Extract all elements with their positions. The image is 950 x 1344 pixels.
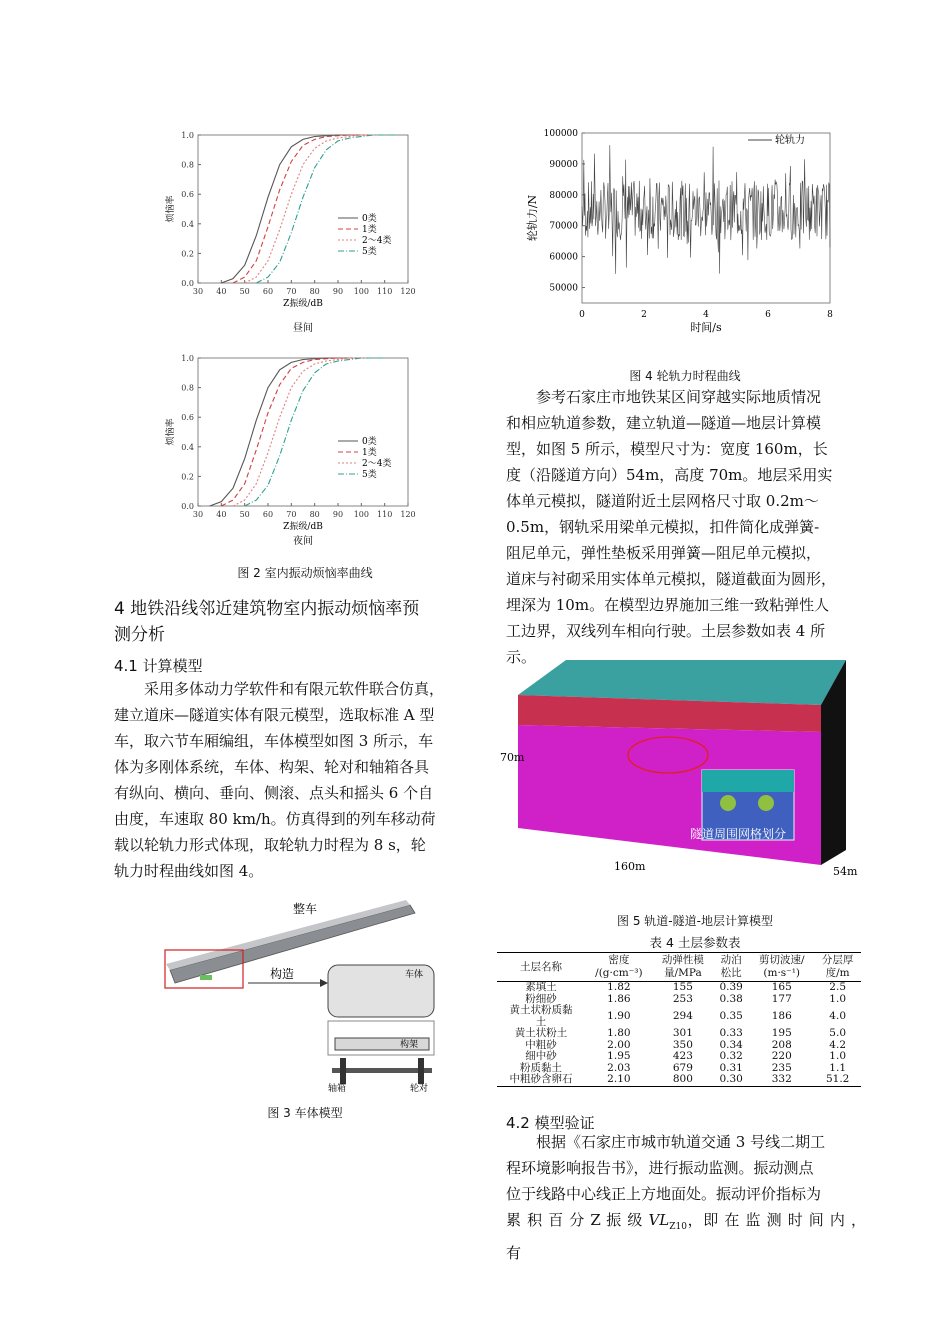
figure-2-caption: 图 2 室内振动烦恼率曲线 <box>237 566 373 580</box>
table-cell: 黄土状粉土 <box>514 1027 568 1039</box>
vl-subscript: Z10 <box>669 1222 687 1232</box>
x-tick-label: 70 <box>286 287 297 296</box>
last-line <box>506 1207 866 1266</box>
x-tick-label: 50 <box>239 510 250 519</box>
soil-table <box>497 952 861 1087</box>
inset-soil-layer <box>702 770 794 792</box>
wheelset-axle <box>332 1068 432 1073</box>
right-para-line: 型，如图 5 所示，模型尺寸为：宽度 160m，长 <box>506 440 828 458</box>
right-para-line: 阻尼单元，弹性垫板采用弹簧—阻尼单元模拟， <box>506 544 822 562</box>
arrow-head <box>320 979 328 987</box>
table-row <box>497 982 861 994</box>
y-tick-label: 1.0 <box>181 354 194 363</box>
right-para-line: 体单元模拟，隧道附近土层网格尺寸取 0.2m～ <box>506 492 819 510</box>
annoyance-chart-night <box>160 348 420 548</box>
table-row <box>497 1051 861 1063</box>
y-tick-label: 80000 <box>549 190 578 201</box>
y-axis-label: 烦恼率 <box>166 195 176 223</box>
legend-label: 2～4类 <box>362 459 392 469</box>
table-row <box>497 1005 861 1028</box>
table-4-title: 表 4 土层参数表 <box>649 935 741 950</box>
table-cell: 350 <box>672 1038 693 1051</box>
bottom-para-line: 位于线路中心线正上方地面处。振动评价指标为 <box>506 1185 822 1203</box>
table-cell: 中粗砂 <box>525 1038 557 1051</box>
legend-label: 轮轨力 <box>775 135 805 146</box>
left-paragraph <box>114 676 476 884</box>
table-cell: 1.0 <box>829 992 846 1005</box>
table-cell: 0.33 <box>719 1027 743 1039</box>
table-cell: 1.1 <box>829 1061 846 1074</box>
x-tick-label: 120 <box>400 510 416 519</box>
table-cell: 177 <box>771 992 792 1005</box>
y-tick-label: 0.0 <box>181 279 194 288</box>
table-cell: 细中砂 <box>525 1050 557 1062</box>
right-para-line: 埋深为 10m。在模型边界施加三维一致粘弹性人 <box>506 596 830 614</box>
y-tick-label: 60000 <box>549 252 578 263</box>
left-para-line: 由度，车速取 80 km/h。仿真得到的列车移动荷 <box>114 810 436 828</box>
right-para-line: 参考石家庄市地铁某区间穿越实际地质情况 <box>506 388 822 406</box>
y-tick-label: 0.0 <box>181 502 194 511</box>
left-para-line: 车，取六节车厢编组，车体模型如图 3 所示，车 <box>114 732 434 750</box>
car-body-figure <box>160 895 450 1100</box>
dim-height: 70m <box>500 751 525 764</box>
dim-width: 160m <box>614 860 646 873</box>
wheel-right <box>418 1058 424 1084</box>
x-tick-label: 4 <box>703 310 709 320</box>
y-tick-label: 70000 <box>549 221 578 232</box>
inset-label: 隧道周围网格划分 <box>690 827 787 841</box>
x-tick-label: 6 <box>765 310 771 320</box>
x-tick-label: 0 <box>579 310 585 320</box>
x-tick-label: 100 <box>353 510 369 519</box>
x-tick-label: 30 <box>192 510 204 519</box>
y-tick-label: 1.0 <box>181 131 194 140</box>
series-line <box>245 135 385 283</box>
left-para-line: 体为多刚体系统，车体、构架、轮对和轴箱各具 <box>114 758 430 776</box>
label-body: 车体 <box>405 970 424 980</box>
series-line <box>256 135 396 283</box>
table-cell: 中粗砂含卵石 <box>497 1074 585 1086</box>
x-tick-label: 120 <box>400 287 416 296</box>
y-tick-label: 0.4 <box>181 219 194 229</box>
table-cell: 679 <box>672 1061 693 1074</box>
table-4 <box>497 952 861 1087</box>
left-para-line: 载以轮轨力形式体现，取轮轨力时程为 8 s，轮 <box>114 836 426 854</box>
bogie-detail <box>200 975 212 980</box>
table-header-cell: 分层厚 度/m <box>814 953 861 982</box>
y-tick-label: 0.6 <box>181 413 194 423</box>
legend-label: 2～4类 <box>362 236 392 246</box>
table-cell: 0.34 <box>719 1038 743 1051</box>
left-para-line: 建立道床—隧道实体有限元模型，选取标准 A 型 <box>114 706 435 724</box>
table-header-cell: 密度 /(g·cm⁻³) <box>585 953 653 982</box>
right-para-line: 和相应轨道参数，建立轨道—隧道—地层计算模 <box>506 414 822 432</box>
table-cell: 2.10 <box>585 1074 653 1086</box>
x-tick-label: 30 <box>192 287 204 296</box>
vl-symbol: VL <box>648 1211 670 1229</box>
table-cell: 800 <box>653 1074 713 1086</box>
annoyance-chart-day <box>160 125 420 335</box>
table-cell: 2.03 <box>607 1061 631 1074</box>
y-tick-label: 100000 <box>543 129 578 139</box>
table-cell: 1.86 <box>607 992 631 1005</box>
table-cell: 素填土 <box>525 981 557 993</box>
table-cell: 5.0 <box>829 1027 846 1039</box>
table-cell: 0.35 <box>719 1009 743 1022</box>
x-tick-label: 110 <box>377 287 393 296</box>
inset-tunnel-right <box>758 795 774 811</box>
y-axis-label: 烦恼率 <box>166 418 176 446</box>
label-build: 构造 <box>270 967 295 981</box>
y-tick-label: 0.8 <box>181 383 194 393</box>
right-para-line: 工边界，双线列车相向行驶。土层参数如表 4 所 <box>506 622 826 640</box>
x-axis-label: Z振级/dB <box>283 299 323 309</box>
x-tick-label: 90 <box>332 287 344 296</box>
label-axlebox: 轴箱 <box>328 1084 347 1094</box>
table-header-cell: 土层名称 <box>497 953 585 982</box>
table-cell: 155 <box>672 981 693 993</box>
x-axis-label: 时间/s <box>690 321 722 334</box>
table-cell: 208 <box>771 1038 792 1051</box>
x-tick-label: 40 <box>216 287 227 296</box>
series-line <box>221 358 361 506</box>
legend-label: 0类 <box>362 437 377 447</box>
table-cell: 0.30 <box>713 1074 749 1086</box>
table-cell: 2.5 <box>829 981 846 993</box>
y-tick-label: 0.6 <box>181 190 194 200</box>
x-tick-label: 8 <box>827 310 833 320</box>
table-cell: 332 <box>749 1074 814 1086</box>
last-line-pre: 累 积 百 分 Z 振 级 <box>506 1211 649 1229</box>
wheel-rail-force-chart <box>520 125 850 340</box>
legend-label: 1类 <box>362 225 377 235</box>
left-para-line: 有纵向、横向、垂向、侧滚、点头和摇头 6 个自 <box>114 784 434 802</box>
legend-label: 5类 <box>362 470 377 480</box>
fe-model-figure <box>496 660 860 892</box>
table-cell: 301 <box>672 1027 693 1039</box>
label-car: 整车 <box>293 902 318 916</box>
table-header-cell: 动弹性模 量/MPa <box>653 953 713 982</box>
bottom-para-line: 根据《石家庄市城市轨道交通 3 号线二期工 <box>506 1133 826 1151</box>
x-tick-label: 110 <box>377 510 393 519</box>
y-axis-label: 轮轨力/N <box>526 194 539 242</box>
table-cell: 2.00 <box>607 1038 631 1051</box>
x-tick-label: 80 <box>309 287 320 296</box>
table-row <box>497 1074 861 1086</box>
table-header-row <box>497 953 861 982</box>
table-row <box>497 1028 861 1040</box>
y-tick-label: 0.4 <box>181 442 194 452</box>
y-tick-label: 50000 <box>549 283 578 294</box>
label-wheelset: 轮对 <box>410 1084 429 1094</box>
table-cell: 186 <box>771 1009 792 1022</box>
bottom-para-line: 程环境影响报告书》，进行振动监测。振动测点 <box>506 1159 814 1177</box>
section-4-title <box>114 596 484 648</box>
wheel-left <box>340 1058 346 1084</box>
y-tick-label: 0.8 <box>181 160 194 170</box>
table-cell: 423 <box>672 1050 693 1062</box>
x-axis-label: Z振级/dB <box>283 522 323 532</box>
subsection-4-1-title: 4.1 计算模型 <box>114 657 203 675</box>
figure-4-caption: 图 4 轮轨力时程曲线 <box>629 369 741 383</box>
right-paragraph <box>506 384 866 670</box>
bottom-paragraph <box>506 1129 866 1207</box>
table-cell: 165 <box>771 981 792 993</box>
dim-length: 54m <box>833 865 858 878</box>
series-line <box>221 135 361 283</box>
section-4-title-line2: 测分析 <box>114 625 165 645</box>
x-tick-label: 100 <box>353 287 369 296</box>
x-tick-label: 60 <box>262 510 274 519</box>
table-cell: 1.95 <box>607 1050 631 1062</box>
table-cell: 235 <box>771 1061 792 1074</box>
table-header-cell: 动泊 松比 <box>713 953 749 982</box>
legend-label: 1类 <box>362 448 377 458</box>
x-tick-label: 70 <box>286 510 297 519</box>
y-tick-label: 90000 <box>549 159 578 170</box>
plot-frame <box>198 135 408 283</box>
car-body-top <box>166 900 410 970</box>
left-para-line: 采用多体动力学软件和有限元软件联合仿真， <box>114 680 445 698</box>
figure-5-caption: 图 5 轨道-隧道-地层计算模型 <box>617 914 773 928</box>
table-header-cell: 剪切波速/ (m·s⁻¹) <box>749 953 814 982</box>
table-cell: 1.82 <box>607 981 631 993</box>
series-line <box>245 358 385 506</box>
table-cell: 294 <box>672 1009 693 1022</box>
table-cell: 0.39 <box>719 981 743 993</box>
chart-title: 夜间 <box>293 536 313 547</box>
label-bogie: 构架 <box>400 1040 419 1050</box>
right-para-line: 示。 <box>506 648 537 666</box>
table-cell: 51.2 <box>814 1074 861 1086</box>
table-cell: 黄土状粉质黏 土 <box>509 1004 573 1028</box>
table-cell: 粉细砂 <box>525 992 557 1005</box>
legend-label: 5类 <box>362 247 377 257</box>
table-cell: 4.2 <box>829 1038 846 1051</box>
x-tick-label: 40 <box>216 510 227 519</box>
table-cell: 0.38 <box>719 992 743 1005</box>
series-line <box>233 135 373 283</box>
y-tick-label: 0.2 <box>181 472 194 482</box>
table-cell: 195 <box>771 1027 792 1039</box>
table-cell: 253 <box>672 992 693 1005</box>
plot-frame <box>198 358 408 506</box>
right-para-line: 度（沿隧道方向）54m，高度 70m。地层采用实 <box>506 466 833 484</box>
x-tick-label: 2 <box>641 310 647 320</box>
table-cell: 1.80 <box>607 1027 631 1039</box>
x-tick-label: 80 <box>309 510 320 519</box>
right-para-line: 0.5m，钢轨采用梁单元模拟，扣件简化成弹簧- <box>506 518 820 536</box>
chart-title: 昼间 <box>293 323 313 334</box>
legend-label: 0类 <box>362 214 377 224</box>
table-cell: 220 <box>771 1050 792 1062</box>
force-series-line <box>582 145 830 274</box>
table-cell: 1.0 <box>829 1050 846 1062</box>
x-tick-label: 50 <box>239 287 250 296</box>
left-para-line: 轨力时程曲线如图 4。 <box>114 862 264 880</box>
table-cell: 粉质黏土 <box>520 1061 563 1074</box>
table-cell: 0.31 <box>719 1061 743 1074</box>
last-line-post: ，即 在 监 测 时 间 内 ， 有 <box>506 1211 866 1262</box>
y-tick-label: 0.2 <box>181 249 194 259</box>
series-line <box>233 358 373 506</box>
right-para-line: 道床与衬砌采用实体单元模拟，隧道截面为圆形， <box>506 570 837 588</box>
table-cell: 1.90 <box>607 1009 631 1022</box>
table-cell: 0.32 <box>719 1050 743 1062</box>
series-line <box>210 358 350 506</box>
figure-3-caption: 图 3 车体模型 <box>267 1106 343 1120</box>
inset-tunnel-left <box>720 795 736 811</box>
subsection-4-2-title: 4.2 模型验证 <box>506 1114 595 1132</box>
x-tick-label: 60 <box>262 287 274 296</box>
table-cell: 4.0 <box>829 1009 846 1022</box>
section-4-title-line1: 4 地铁沿线邻近建筑物室内振动烦恼率预 <box>114 599 420 619</box>
x-tick-label: 90 <box>332 510 344 519</box>
